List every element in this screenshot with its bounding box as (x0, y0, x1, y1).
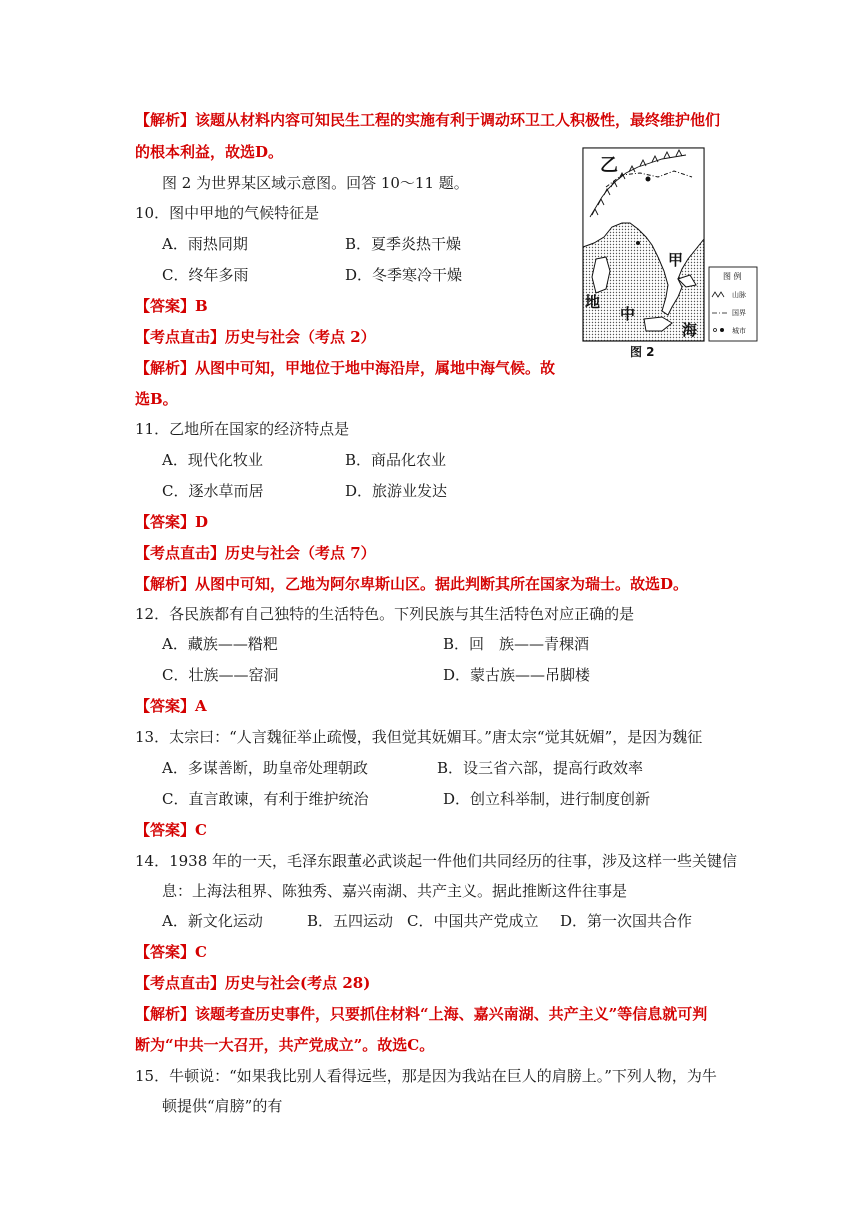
label-yi: 乙 (600, 155, 618, 176)
q12-option-b: B．回 族——青稞酒 (443, 635, 590, 653)
q12-stem: 12．各民族都有自己独特的生活特色。下列民族与其生活特色对应正确的是 (135, 605, 635, 623)
q15-stem-line1: 15．牛顿说：“如果我比别人看得远些，那是因为我站在巨人的肩膀上。”下列人物，为牛 (135, 1067, 717, 1085)
q14-stem-line2: 息：上海法租界、陈独秀、嘉兴南湖、共产主义。据此推断这件往事是 (162, 882, 628, 900)
q13-option-d: D．创立科举制，进行制度创新 (443, 790, 651, 808)
intro-text: 图 2 为世界某区域示意图。回答 10～11 题。 (162, 174, 469, 192)
q13-stem: 13．太宗曰：“人言魏征举止疏慢，我但觉其妩媚耳。”唐太宗“觉其妩媚”，是因为魏征 (135, 728, 703, 746)
q11-option-c: C．逐水草而居 (162, 482, 264, 500)
legend-title: 图 例 (723, 272, 742, 281)
q11-stem: 11．乙地所在国家的经济特点是 (135, 420, 350, 438)
q13-option-b: B．设三省六部，提高行政效率 (437, 759, 644, 777)
q13-option-c: C．直言敢谏，有利于维护统治 (162, 790, 369, 808)
q11-answer: 【答案】D (135, 513, 209, 531)
q10-option-d: D．冬季寒冷干燥 (345, 266, 463, 284)
city-dot-north (646, 177, 651, 182)
q11-option-d: D．旅游业发达 (345, 482, 448, 500)
label-zhong: 中 (620, 305, 636, 323)
q14-option-a: A．新文化运动 (162, 912, 263, 930)
label-jia: 甲 (668, 251, 684, 269)
region-map-figure (582, 147, 758, 362)
city-dot-rome (636, 241, 640, 245)
q12-option-d: D．蒙古族——吊脚楼 (443, 666, 591, 684)
q13-option-a: A．多谋善断，助皇帝处理朝政 (162, 759, 368, 777)
legend-border: 国界 (732, 309, 746, 317)
q11-option-a: A．现代化牧业 (162, 451, 263, 469)
q11-kaodian: 【考点直击】历史与社会（考点 7） (135, 544, 376, 562)
q13-answer: 【答案】C (135, 821, 207, 839)
q9-analysis-line2: 的根本利益，故选D。 (135, 143, 284, 161)
q10-option-b: B．夏季炎热干燥 (345, 235, 462, 253)
q12-answer: 【答案】A (135, 697, 207, 715)
legend-mountain: 山脉 (732, 291, 746, 299)
q10-analysis-line2: 选B。 (135, 390, 178, 408)
legend-city-symbol-large (720, 328, 724, 332)
q14-option-b: B．五四运动 (307, 912, 394, 930)
q10-answer: 【答案】B (135, 297, 208, 315)
map-caption: 图 2 (630, 345, 655, 359)
q10-option-a: A．雨热同期 (162, 235, 248, 253)
q14-kaodian: 【考点直击】历史与社会(考点 28) (135, 974, 371, 992)
legend-city: 城市 (732, 327, 746, 335)
q14-option-c: C．中国共产党成立 (407, 912, 539, 930)
q14-stem-line1: 14．1938 年的一天，毛泽东跟董必武谈起一件他们共同经历的往事，涉及这样一些关键信 (135, 852, 738, 870)
q14-option-d: D．第一次国共合作 (560, 912, 693, 930)
q11-option-b: B．商品化农业 (345, 451, 447, 469)
q12-option-c: C．壮族——窑洞 (162, 666, 279, 684)
q14-analysis-line1: 【解析】该题考查历史事件，只要抓住材料“上海、嘉兴南湖、共产主义”等信息就可判 (135, 1005, 708, 1023)
q12-option-a: A．藏族——糌粑 (162, 635, 278, 653)
q11-analysis: 【解析】从图中可知，乙地为阿尔卑斯山区。据此判断其所在国家为瑞士。故选D。 (135, 575, 689, 593)
q10-kaodian: 【考点直击】历史与社会（考点 2） (135, 328, 376, 346)
q10-stem: 10．图中甲地的气候特征是 (135, 204, 320, 222)
q9-analysis-line1: 【解析】该题从材料内容可知民生工程的实施有利于调动环卫工人积极性，最终维护他们 (135, 111, 721, 129)
q15-stem-line2: 顿提供“肩膀”的有 (162, 1097, 283, 1115)
label-hai: 海 (682, 321, 698, 339)
q14-answer: 【答案】C (135, 943, 207, 961)
label-di: 地 (585, 293, 601, 311)
q14-analysis-line2: 断为“中共一大召开，共产党成立”。故选C。 (135, 1036, 435, 1054)
q10-option-c: C．终年多雨 (162, 266, 249, 284)
q10-analysis-line1: 【解析】从图中可知，甲地位于地中海沿岸，属地中海气候。故 (135, 359, 556, 377)
